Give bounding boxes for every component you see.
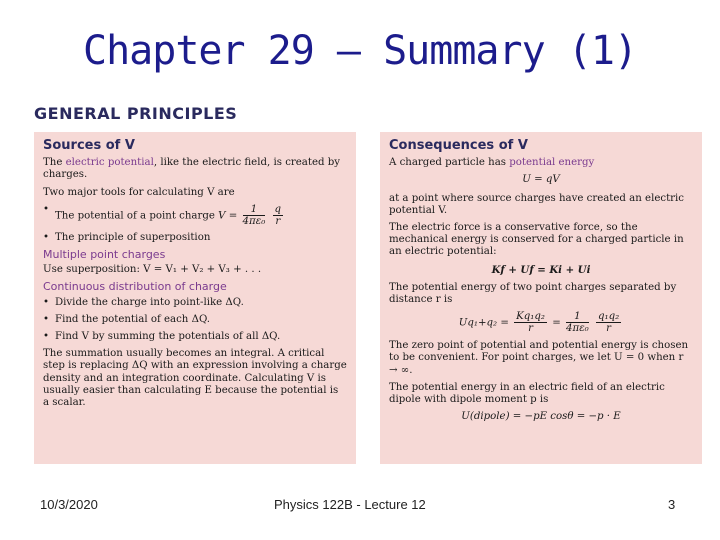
intro-text: The electric potential, like the electric field, is created by charges. — [43, 157, 341, 181]
conservative-text: The electric force is a conservative force, so the mechanical energy is conserved for a charged particle in an electric potential: — [389, 222, 684, 258]
two-charges-text: The potential energy of two point charges separated by distance r is — [389, 281, 677, 306]
sources-panel — [34, 132, 356, 464]
list-item: • Divide the charge into point-like ΔQ. — [43, 296, 244, 308]
footer-course: Physics 122B - Lecture 12 — [274, 497, 426, 512]
point-charge-ratio: $\frac{q}{r}$ — [274, 203, 282, 227]
tools-text: Two major tools for calculating V are — [43, 186, 235, 198]
sources-heading: Sources of V — [43, 138, 135, 153]
summation-text: The summation usually becomes an integral. A critical step is replacing ΔQ with an expression involving a charge density and an integration coordinate. Calculating V is usually easier than calculating E because the potential is a scalar. — [43, 348, 347, 409]
consequences-panel — [380, 132, 702, 464]
potential-energy-equation: U = qV — [522, 174, 560, 186]
page-number: 3 — [668, 497, 676, 512]
footer-date: 10/3/2020 — [40, 497, 98, 512]
point-charge-coefficient: $\frac{1}{\text{4πε₀}}$ — [242, 203, 266, 227]
section-heading: GENERAL PRINCIPLES — [34, 104, 238, 123]
dipole-text: The potential energy in an electric field of an electric dipole with dipole moment p is — [389, 381, 665, 406]
multiple-charges-heading: Multiple point charges — [43, 248, 166, 262]
zero-point-text: The zero point of potential and potential energy is chosen to be convenient. For point charges, we let U = 0 when r → ∞. — [389, 340, 689, 376]
list-item: • Find V by summing the potentials of all ΔQ. — [43, 331, 281, 343]
slide-title: Chapter 29 – Summary (1) — [83, 28, 637, 74]
energy-conservation-equation: Kf + Uf = Ki + Ui — [491, 263, 591, 276]
list-item: • Find the potential of each ΔQ. — [43, 313, 211, 325]
potential-energy-text: A charged particle has potential energy — [389, 157, 595, 169]
dipole-equation: U(dipole) = −pE cosθ = −p · E — [461, 411, 621, 423]
location-text: at a point where source charges have created an electric potential V. — [389, 192, 685, 216]
consequences-heading: Consequences of V — [389, 138, 528, 153]
continuous-distribution-heading: Continuous distribution of charge — [43, 280, 227, 294]
list-item: • The principle of superposition — [43, 231, 211, 243]
use-superposition-text: Use superposition: V = V₁ + V₂ + V₃ + . . . — [43, 264, 262, 276]
two-charges-equation: Uq₁+q₂ = $\frac{\text{Kq₁q₂}}{r}$ = $\frac{1}{\text{4πε₀}}$ $\frac{\text{q₁q₂}}{r}$ — [458, 311, 620, 335]
list-item: • The potential of a point charge V = $\frac{1}{\text{4πε₀}}$ $\frac{q}{r}$ — [43, 203, 282, 227]
